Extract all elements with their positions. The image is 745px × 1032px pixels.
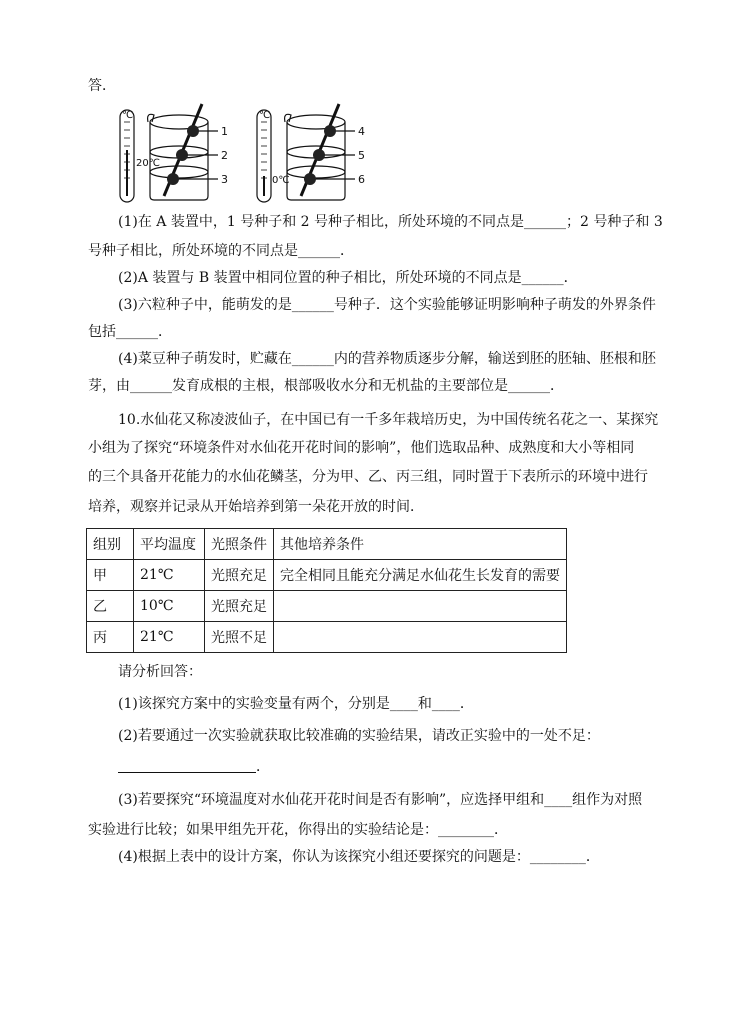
q9-part4-line1: (4)菜豆种子萌发时，贮藏在______内的营养物质逐步分解，输送到胚的胚轴、胚根和胚 [118, 351, 656, 367]
q10-line3: 的三个具备开花能力的水仙花鳞茎，分为甲、乙、丙三组，同时置于下表所示的环境中进行 [88, 469, 648, 485]
header-temperature: 平均温度 [134, 529, 205, 560]
table-cell: 21℃ [134, 622, 205, 653]
label-6: 6 [358, 173, 365, 186]
seed-5 [313, 149, 325, 161]
q10-sub3-line1: (3)若要探究“环境温度对水仙花开花时间是否有影响”，应选择甲组和____组作为对照 [118, 792, 643, 808]
table-cell: 乙 [87, 591, 134, 622]
seed-2 [176, 149, 188, 161]
label-3: 3 [221, 173, 228, 186]
q10-line1: 10.水仙花又称凌波仙子，在中国已有一千多年栽培历史，为中国传统名花之一、某探究 [118, 412, 659, 428]
table-cell: 10℃ [134, 591, 205, 622]
label-4: 4 [358, 125, 365, 138]
q10-sub1: (1)该探究方案中的实验变量有两个，分别是____和____． [118, 696, 474, 712]
q10-line4: 培养，观察并记录从开始培养到第一朵花开放的时间． [88, 499, 424, 515]
q10-sub2-end: ． [256, 759, 270, 775]
thermo-b-unit: ℃ [259, 110, 271, 121]
label-1: 1 [221, 125, 228, 138]
q10-sub2: (2)若要通过一次实验就获取比较准确的实验结果，请改正实验中的一处不足： [118, 728, 600, 744]
table-cell: 光照充足 [205, 591, 274, 622]
seed-3 [167, 173, 179, 185]
q9-part1-line2: 号种子相比，所处环境的不同点是______． [88, 243, 354, 259]
intro-tail: 答． [88, 78, 116, 94]
thermo-a-reading: 20℃ [136, 158, 160, 169]
q10-sub2-answer [118, 757, 270, 777]
header-light: 光照条件 [205, 529, 274, 560]
table-cell: 完全相同且能充分满足水仙花生长发育的需要 [274, 560, 567, 591]
table-cell [274, 591, 567, 622]
table-cell [274, 622, 567, 653]
seed-4 [324, 125, 336, 137]
q9-part3-line1: (3)六粒种子中，能萌发的是______号种子．这个实验能够证明影响种子萌发的外界条件 [118, 297, 656, 313]
table-row [87, 591, 567, 622]
experiment-figure [0, 0, 745, 210]
seed-1 [187, 125, 199, 137]
table-cell: 光照充足 [205, 560, 274, 591]
thermo-b-reading: 0℃ [272, 175, 290, 186]
q9-part1-line1: (1)在 A 装置中，1 号种子和 2 号种子相比，所处环境的不同点是______；2 号种子和 3 [118, 214, 663, 230]
q10-analyze: 请分析回答： [118, 664, 202, 680]
table-row [87, 622, 567, 653]
q9-part4-line2: 芽，由______发育成根的主根，根部吸收水分和无机盐的主要部位是______． [88, 378, 564, 394]
q9-part3-line2: 包括______． [88, 324, 172, 340]
seed-6 [304, 173, 316, 185]
table-row [87, 560, 567, 591]
answer-blank [118, 758, 256, 773]
conditions-table [86, 528, 567, 653]
q10-sub3-line2: 实验进行比较；如果甲组先开花，你得出的实验结论是：________． [88, 822, 508, 838]
label-5: 5 [358, 149, 365, 162]
table-cell: 丙 [87, 622, 134, 653]
table-cell: 甲 [87, 560, 134, 591]
q10-sub4: (4)根据上表中的设计方案，你认为该探究小组还要探究的问题是：________． [118, 849, 600, 865]
table-header-row [87, 529, 567, 560]
table-cell: 21℃ [134, 560, 205, 591]
q10-line2: 小组为了探究“环境条件对水仙花开花时间的影响”，他们选取品种、成熟度和大小等相同 [88, 440, 635, 456]
header-other: 其他培养条件 [274, 529, 567, 560]
label-2: 2 [221, 149, 228, 162]
thermo-a-unit: ℃ [122, 110, 134, 121]
q9-part2: (2)A 装置与 B 装置中相同位置的种子相比，所处环境的不同点是______． [118, 270, 578, 286]
header-group: 组别 [87, 529, 134, 560]
table-cell: 光照不足 [205, 622, 274, 653]
